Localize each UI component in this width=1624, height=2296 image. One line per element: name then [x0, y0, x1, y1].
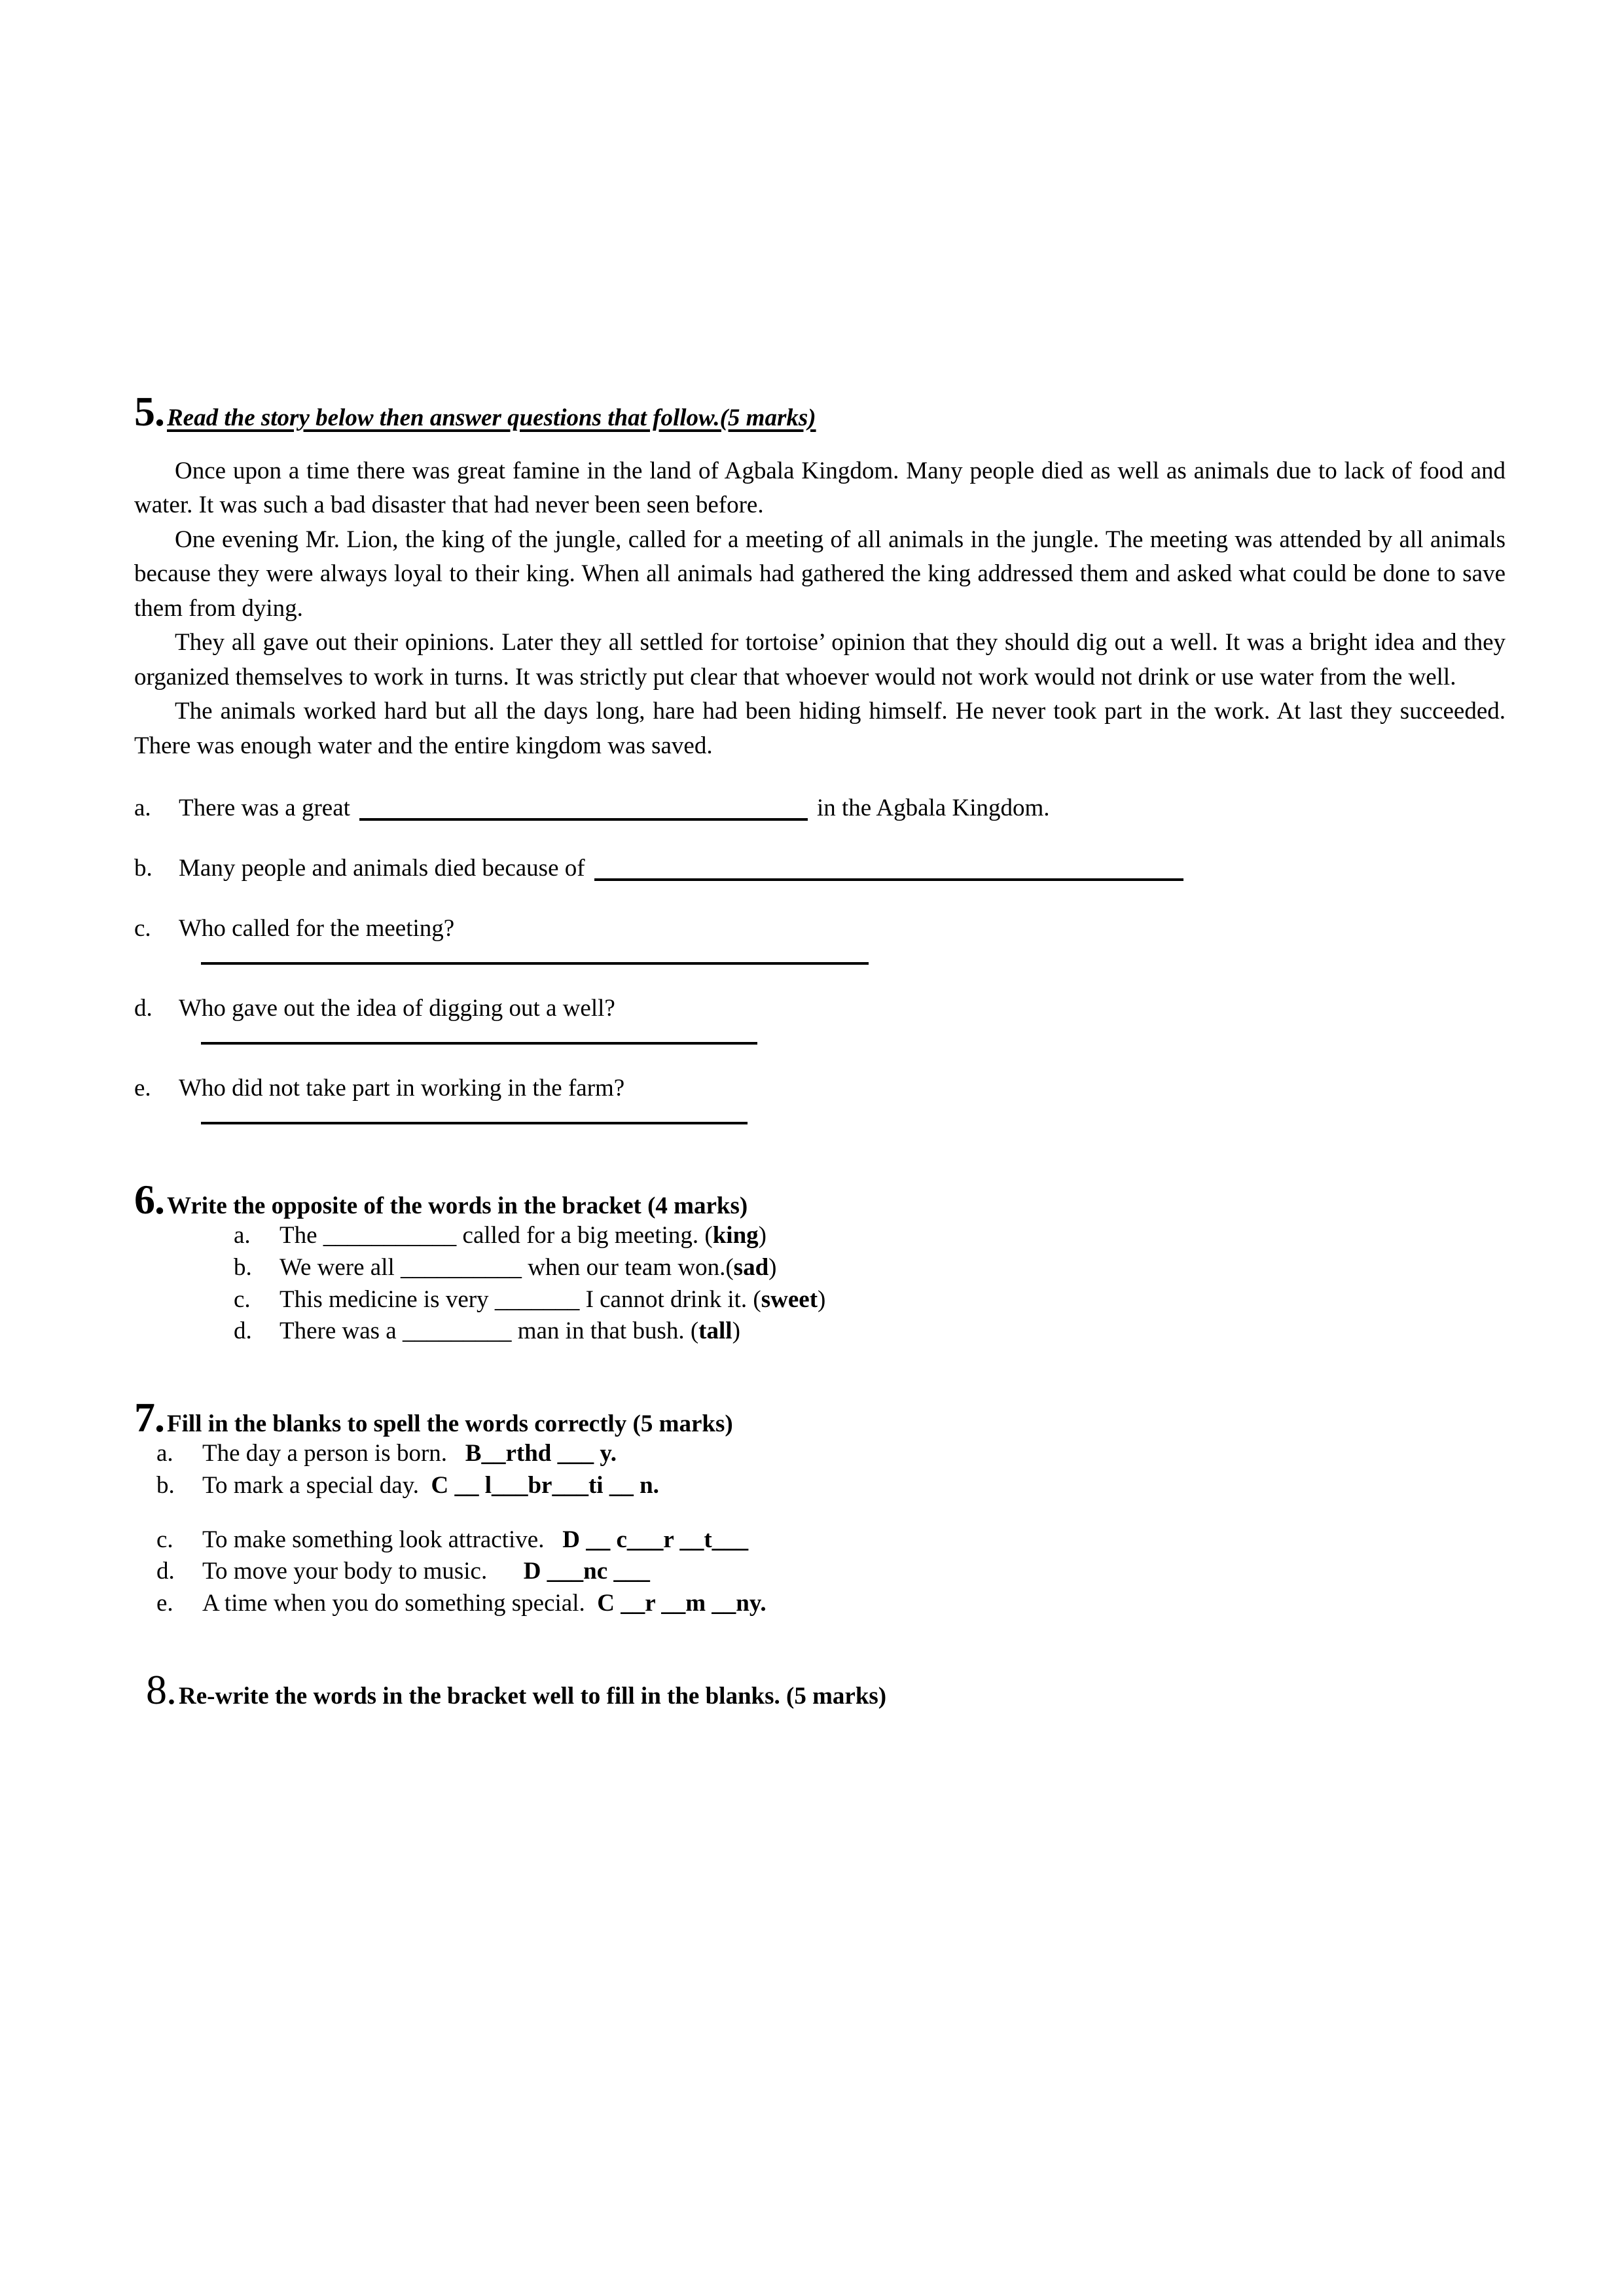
- item-letter: e.: [156, 1590, 173, 1617]
- story-paragraph: [134, 694, 1506, 763]
- item-spelling-pattern[interactable]: B__rthd ___ y.: [465, 1439, 617, 1467]
- section-8-heading-text: Re-write the words in the bracket well to fill in the blanks. (5 marks): [179, 1682, 887, 1710]
- item-blank[interactable]: __________: [401, 1253, 522, 1281]
- item-clue: A time when you do something special.: [202, 1590, 585, 1617]
- item-bracket-close: ): [818, 1285, 826, 1313]
- question-text-after: in the Agbala Kingdom.: [816, 795, 1050, 822]
- section-5: [134, 388, 1506, 1124]
- item-bracket-word: tall: [698, 1318, 732, 1345]
- section-7-item-a: [156, 1438, 1506, 1470]
- section-5-heading-text: Read the story below then answer questions that follow.(5 marks): [167, 404, 816, 431]
- item-letter: d.: [234, 1318, 252, 1345]
- section-7: [134, 1394, 1506, 1620]
- section-7-item-d: [156, 1556, 1506, 1588]
- question-item-b: [134, 852, 1506, 885]
- section-7-item-b: [156, 1470, 1506, 1502]
- question-item-d: [134, 992, 1506, 1045]
- question-item-c: [134, 912, 1506, 965]
- answer-line[interactable]: [201, 1042, 757, 1045]
- item-spelling-pattern[interactable]: C __r __m __ny.: [597, 1590, 767, 1617]
- story-paragraph-text: They all gave out their opinions. Later they all settled for tortoise’ opinion that they should dig out a well. It was a bright idea and they organized themselves to work in turns. It was strictly put clear that whoever would not work would not drink or use water from the well.: [134, 629, 1506, 691]
- item-clue: To move your body to music.: [202, 1558, 488, 1585]
- item-text-after: when our team won.(: [522, 1253, 734, 1281]
- section-6-item-d: [234, 1316, 1506, 1348]
- section-7-item-list: [156, 1438, 1506, 1620]
- story-paragraph: [134, 626, 1506, 694]
- answer-blank[interactable]: [359, 818, 808, 821]
- answer-line[interactable]: [201, 1122, 748, 1124]
- item-blank[interactable]: ___________: [323, 1221, 457, 1249]
- item-bracket-word: sweet: [761, 1285, 818, 1313]
- story-paragraph: [134, 454, 1506, 523]
- item-clue: To mark a special day.: [202, 1471, 419, 1499]
- section-6-heading-text: Write the opposite of the words in the bracket (4 marks): [167, 1193, 748, 1220]
- section-6-item-a: [234, 1220, 1506, 1252]
- section-5-number: 5.: [134, 388, 164, 435]
- section-8-number: 8.: [146, 1666, 176, 1713]
- answer-blank[interactable]: [594, 878, 1183, 881]
- item-text-before: This medicine is very: [280, 1285, 495, 1313]
- question-item-a: [134, 792, 1506, 825]
- section-8: [146, 1666, 1506, 1713]
- question-text: Who called for the meeting?: [179, 915, 455, 942]
- item-letter: a.: [156, 1439, 173, 1467]
- item-blank[interactable]: _______: [494, 1285, 580, 1313]
- section-7-item-c: [156, 1524, 1506, 1556]
- item-letter: d.: [134, 995, 153, 1022]
- item-bracket-close: ): [768, 1253, 777, 1281]
- section-6-item-c: [234, 1284, 1506, 1316]
- content-column: [134, 388, 1506, 1713]
- item-text-before: We were all: [280, 1253, 401, 1281]
- answer-line[interactable]: [201, 962, 869, 965]
- item-letter: d.: [156, 1558, 175, 1585]
- item-text-after: called for a big meeting. (: [456, 1221, 713, 1249]
- story-paragraph: [134, 523, 1506, 626]
- story-paragraph-text: Once upon a time there was great famine in the land of Agbala Kingdom. Many people died as well as animals due to lack of food and water. It was such a bad disaster that had never been seen before.: [134, 457, 1506, 519]
- story-paragraph-text: The animals worked hard but all the days long, hare had been hiding himself. He never took part in the work. At last they succeeded. There was enough water and the entire kingdom was saved.: [134, 698, 1506, 759]
- item-letter: a.: [234, 1221, 251, 1249]
- section-6-heading: [134, 1176, 1506, 1223]
- item-blank[interactable]: _________: [402, 1318, 512, 1345]
- question-item-e: [134, 1072, 1506, 1124]
- item-letter: c.: [134, 915, 151, 942]
- item-spelling-pattern[interactable]: D __ c___r __t___: [562, 1526, 749, 1553]
- item-letter: b.: [156, 1471, 175, 1499]
- section-6-item-b: [234, 1252, 1506, 1284]
- item-bracket-word: king: [712, 1221, 759, 1249]
- section-8-heading: [146, 1666, 1506, 1713]
- item-bracket-word: sad: [733, 1253, 769, 1281]
- item-spelling-pattern[interactable]: D ___nc ___: [523, 1558, 650, 1585]
- item-letter: c.: [234, 1285, 251, 1313]
- item-letter: a.: [134, 795, 151, 822]
- section-6: [134, 1176, 1506, 1348]
- section-7-item-e: [156, 1588, 1506, 1620]
- item-letter: b.: [134, 855, 153, 882]
- item-letter: e.: [134, 1075, 151, 1102]
- section-7-heading: [134, 1394, 1506, 1441]
- question-text-before: There was a great: [179, 795, 350, 822]
- item-text-after: I cannot drink it. (: [579, 1285, 761, 1313]
- section-6-item-list: [234, 1220, 1506, 1348]
- question-text: Who did not take part in working in the farm?: [179, 1075, 625, 1102]
- item-text-after: man in that bush. (: [511, 1318, 699, 1345]
- question-text: Who gave out the idea of digging out a well?: [179, 995, 615, 1022]
- section-6-number: 6.: [134, 1176, 164, 1223]
- item-text-before: There was a: [280, 1318, 403, 1345]
- item-clue: To make something look attractive.: [202, 1526, 545, 1553]
- item-text-before: The: [280, 1221, 323, 1249]
- story-paragraph-text: One evening Mr. Lion, the king of the jungle, called for a meeting of all animals in the jungle. The meeting was attended by all animals because they were always loyal to their king. When all animals had gathered the king addressed them and asked what could be done to save them from dying.: [134, 526, 1506, 622]
- item-letter: b.: [234, 1253, 252, 1281]
- item-bracket-close: ): [732, 1318, 740, 1345]
- section-5-question-list: [134, 792, 1506, 1124]
- question-text-before: Many people and animals died because of: [179, 855, 585, 882]
- item-letter: c.: [156, 1526, 173, 1553]
- item-clue: The day a person is born.: [202, 1439, 448, 1467]
- section-7-number: 7.: [134, 1394, 164, 1441]
- section-7-heading-text: Fill in the blanks to spell the words correctly (5 marks): [167, 1410, 733, 1438]
- section-5-heading: [134, 388, 1506, 435]
- item-bracket-close: ): [758, 1221, 767, 1249]
- item-spelling-pattern[interactable]: C __ l___br___ti __ n.: [431, 1471, 659, 1499]
